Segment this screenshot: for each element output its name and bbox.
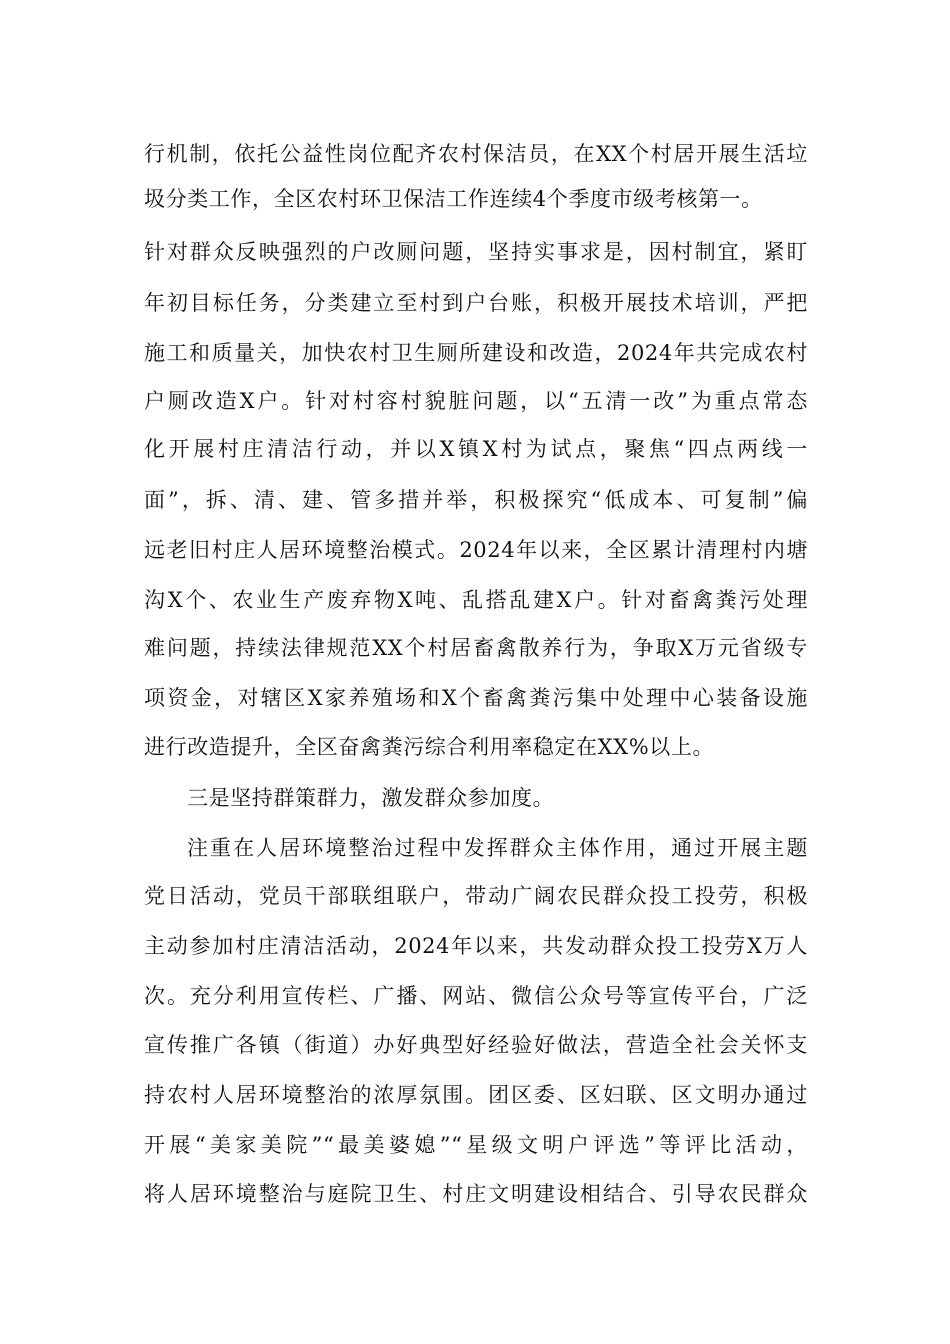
text-line: 年初目标任务，分类建立至村到户台账，积极开展技术培训，严把 bbox=[144, 291, 808, 315]
text-line: 将人居环境整治与庭院卫生、村庄文明建设相结合、引导农民群众 bbox=[144, 1182, 808, 1206]
text-line: 持农村人居环境整治的浓厚氛围。团区委、区妇联、区文明办通过 bbox=[144, 1083, 808, 1107]
text-line: 沟X个、农业生产废弃物X吨、乱搭乱建X户。针对畜禽粪污处理 bbox=[144, 588, 808, 612]
text-line: 开展“美家美院”“最美婆媳”“星级文明户评选”等评比活动， bbox=[144, 1133, 808, 1157]
text-line: 主动参加村庄清洁活动，2024年以来，共发动群众投工投劳X万人 bbox=[144, 934, 808, 958]
text-line: 圾分类工作，全区农村环卫保洁工作连续4个季度市级考核第一。 bbox=[144, 187, 763, 211]
section-heading: 三是坚持群策群力，激发群众参加度。 bbox=[187, 786, 555, 810]
text-line: 进行改造提升，全区奋禽粪污综合利用率稳定在XX%以上。 bbox=[144, 735, 715, 759]
text-line: 注重在人居环境整治过程中发挥群众主体作用，通过开展主题 bbox=[187, 836, 808, 860]
text-line: 难问题，持续法律规范XX个村居畜禽散养行为，争取X万元省级专 bbox=[144, 636, 808, 660]
text-line: 党日活动，党员干部联组联户，带动广阔农民群众投工投劳，积极 bbox=[144, 884, 808, 908]
text-line: 次。充分利用宣传栏、广播、网站、微信公众号等宣传平台，广泛 bbox=[144, 984, 808, 1008]
text-line: 化开展村庄清洁行动，并以X镇X村为试点，聚焦“四点两线一 bbox=[144, 437, 808, 461]
text-line: 行机制，依托公益性岗位配齐农村保洁员，在XX个村居开展生活垃 bbox=[144, 142, 808, 166]
text-line: 远老旧村庄人居环境整治模式。2024年以来，全区累计清理村内塘 bbox=[144, 538, 808, 562]
text-line: 施工和质量关，加快农村卫生厕所建设和改造，2024年共完成农村 bbox=[144, 341, 808, 365]
text-line: 针对群众反映强烈的户改厕问题，坚持实事求是，因村制宜，紧盯 bbox=[144, 240, 808, 264]
text-line: 户厕改造X户。针对村容村貌脏问题，以“五清一改”为重点常态 bbox=[144, 389, 808, 413]
text-line: 宣传推广各镇（街道）办好典型好经验好做法，营造全社会关怀支 bbox=[144, 1033, 808, 1057]
text-line: 面”，拆、清、建、管多措并举，积极探究“低成本、可复制”偏 bbox=[144, 488, 808, 512]
text-line: 项资金，对辖区X家养殖场和X个畜禽粪污集中处理中心装备设施 bbox=[144, 686, 808, 710]
